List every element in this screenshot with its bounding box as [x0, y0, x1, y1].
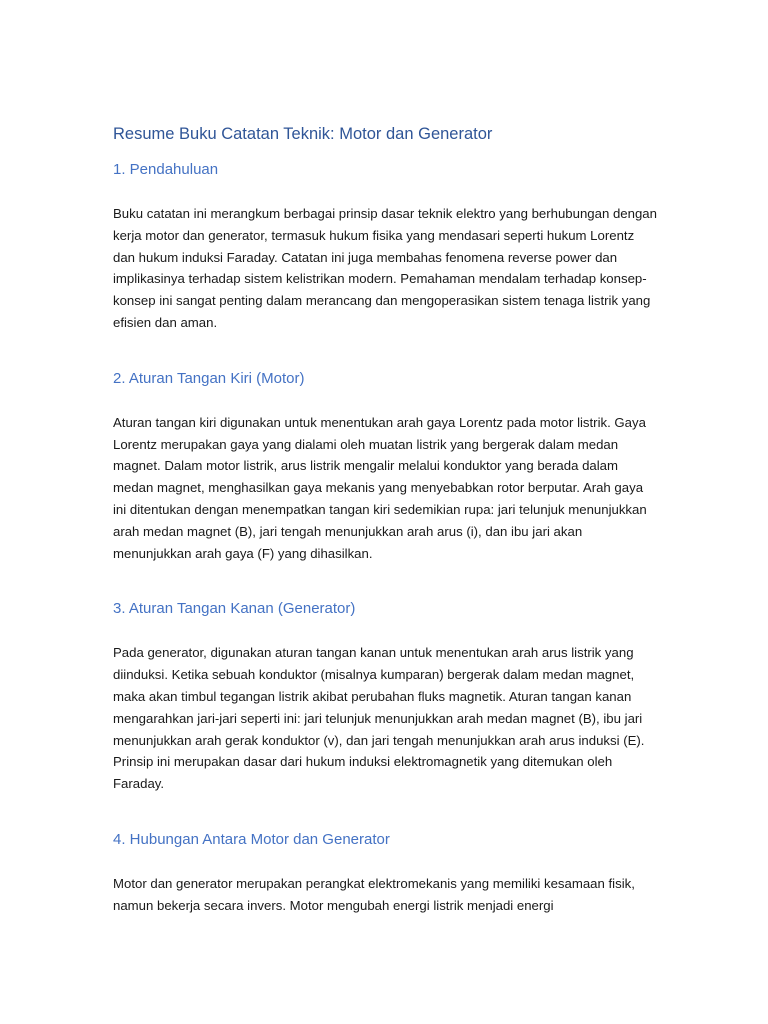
section-heading-pendahuluan: 1. Pendahuluan [113, 161, 219, 178]
section-paragraph-aturan-tangan-kiri: Aturan tangan kiri digunakan untuk menentukan arah gaya Lorentz pada motor listrik. Gaya Lorentz merupakan gaya yang dialami oleh muatan listrik yang bergerak dalam medan magnet. Dalam motor listrik, arus listrik mengalir melalui konduktor yang berada dalam medan magnet, menghasilkan gaya mekanis yang menyebabkan rotor berputar. Arah gaya ini ditentukan dengan menempatkan tangan kiri sedemikian rupa: jari telunjuk menunjukkan arah medan magnet (B), jari tengah menunjukkan arah arus (i), dan ibu jari akan menunjukkan arah gaya (F) yang dihasilkan. [113, 414, 647, 561]
section-heading-aturan-tangan-kanan: 3. Aturan Tangan Kanan (Generator) [113, 600, 356, 618]
section-heading-aturan-tangan-kiri: 2. Aturan Tangan Kiri (Motor) [113, 369, 305, 387]
section-paragraph-pendahuluan: Buku catatan ini merangkum berbagai prinsip dasar teknik elektro yang berhubungan dengan kerja motor dan generator, termasuk hukum fisika yang mendasari seperti hukum Lorentz dan hukum induksi Faraday. Catatan ini juga membahas fenomena reverse power dan implikasinya terhadap sistem kelistrikan modern. Pemahaman mendalam terhadap konsep-konsep ini sangat penting dalam merancang dan mengoperasikan sistem tenaga listrik yang efisien dan aman. [113, 206, 657, 330]
section-paragraph-aturan-tangan-kanan: Pada generator, digunakan aturan tangan kanan untuk menentukan arah arus listrik yang diinduksi. Ketika sebuah konduktor (misalnya kumparan) bergerak dalam medan magnet, maka akan timbul tegangan listrik akibat perubahan fluks magnetik. Aturan tangan kanan mengarahkan jari-jari seperti ini: jari telunjuk menunjukkan arah medan magnet (B), ibu jari menunjukkan arah gerak konduktor (v), dan jari tengah menunjukkan arah arus induksi (E). Prinsip ini merupakan dasar dari hukum induksi elektromagnetik yang ditemukan oleh Faraday. [113, 645, 645, 792]
document-title: Resume Buku Catatan Teknik: Motor dan Generator [113, 125, 493, 143]
section-paragraph-hubungan-motor-generator: Motor dan generator merupakan perangkat elektromekanis yang memiliki kesamaan fisik, namun bekerja secara invers. Motor mengubah energi listrik menjadi energi [113, 875, 635, 913]
document-page [113, 122, 658, 917]
section-heading-hubungan-motor-generator: 4. Hubungan Antara Motor dan Generator [113, 830, 390, 848]
